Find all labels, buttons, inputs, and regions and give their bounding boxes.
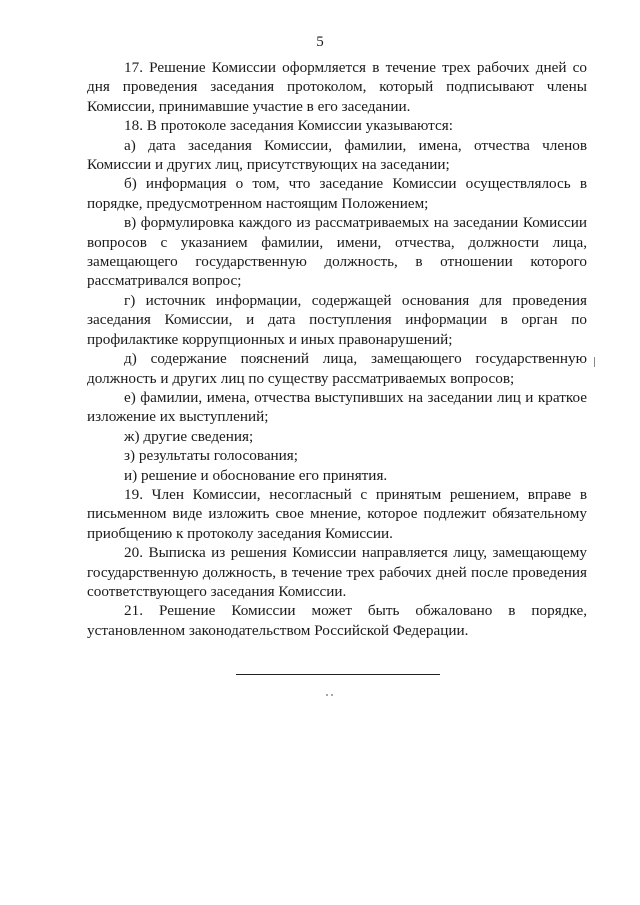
scan-speck (594, 357, 595, 367)
paragraph-18-z: з) результаты голосования; (124, 447, 299, 465)
scan-speck (331, 694, 333, 696)
document-body (87, 58, 587, 640)
paragraph-18-b: б) информация о том, что заседание Комиссии осуществлялось в порядке, предусмотренном настоящим Положением; (87, 175, 587, 212)
paragraph-18-v: в) формулировка каждого из рассматриваемых на заседании Комиссии вопросов с указанием фамилии, имени, отчества, должности лица, замещающего государственную должность, в отношении которого рассматривался вопрос; (87, 214, 587, 290)
paragraph-18-a: а) дата заседания Комиссии, фамилии, имена, отчества членов Комиссии и других лиц, присутствующих на заседании; (87, 136, 587, 174)
paragraph-17: 17. Решение Комиссии оформляется в течение трех рабочих дней со дня проведения заседания протоколом, который подписывают члены Комиссии, принимавшие участие в его заседании. (87, 59, 587, 115)
paragraph-18: 18. В протоколе заседания Комиссии указываются: (124, 117, 453, 135)
paragraph-19: 19. Член Комиссии, несогласный с принятым решением, вправе в письменном виде изложить свое мнение, которое подлежит обязательному приобщению к протоколу заседания Комиссии. (87, 485, 587, 542)
paragraph-20: 20. Выписка из решения Комиссии направляется лицу, замещающему государственную должность, в течение трех рабочих дней после проведения соответствующего заседания Комиссии. (87, 544, 587, 600)
page-number: 5 (316, 34, 324, 50)
paragraph-21: 21. Решение Комиссии может быть обжаловано в порядке, установленном законодательством Российской Федерации. (87, 602, 587, 639)
scan-speck (326, 694, 328, 696)
paragraph-18-g: г) источник информации, содержащей основания для проведения заседания Комиссии, и дата поступления информации в орган по профилактике коррупционных и иных правонарушений; (87, 291, 587, 348)
end-separator-line (236, 674, 440, 675)
paragraph-18-zh: ж) другие сведения; (124, 427, 254, 445)
paragraph-18-e: е) фамилии, имена, отчества выступивших на заседании лиц и краткое изложение их выступлений; (87, 388, 587, 426)
paragraph-18-i: и) решение и обоснование его принятия. (124, 466, 388, 484)
paragraph-18-d: д) содержание пояснений лица, замещающего государственную должность и других лиц по существу рассматриваемых вопросов; (87, 350, 587, 387)
